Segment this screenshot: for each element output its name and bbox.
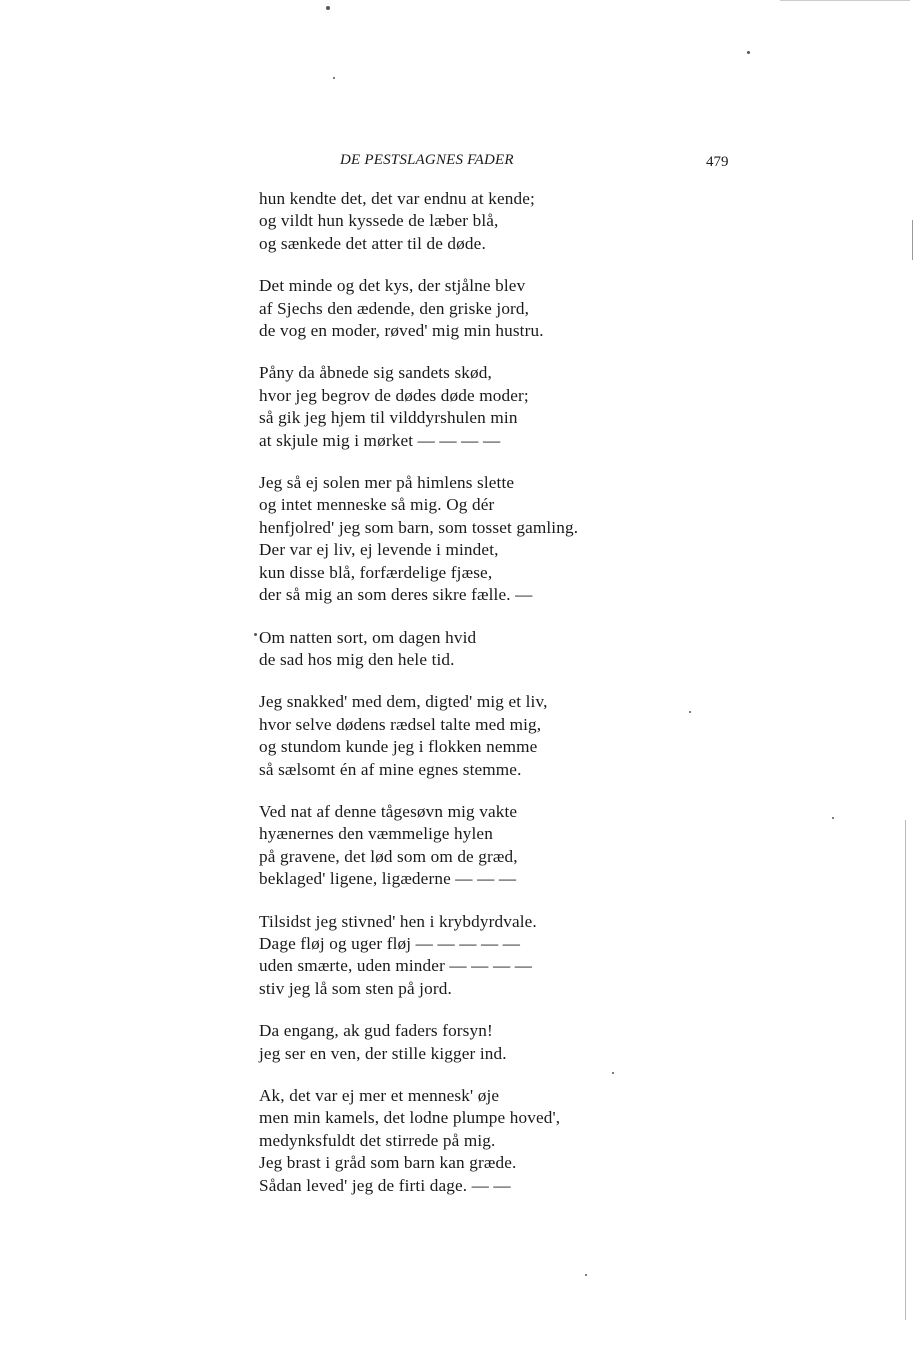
stanza <box>259 275 739 342</box>
poem-line: Jeg brast i gråd som barn kan græde. <box>259 1153 517 1173</box>
poem-line: der så mig an som deres sikre fælle. — <box>259 585 533 605</box>
poem-line: medynksfuldt det stirrede på mig. <box>259 1130 496 1150</box>
poem-line: men min kamels, det lodne plumpe hoved', <box>259 1108 561 1128</box>
poem-line: Der var ej liv, ej levende i mindet, <box>259 540 499 560</box>
poem-line: og vildt hun kyssede de læber blå, <box>259 211 499 231</box>
stanza <box>259 801 739 891</box>
stanza <box>259 691 739 781</box>
poem-line: og stundom kunde jeg i flokken nemme <box>259 737 538 757</box>
poem-line: beklaged' ligene, ligæderne — — — <box>259 869 517 889</box>
poem-line: henfjolred' jeg som barn, som tosset gamling. <box>259 517 579 537</box>
stanza <box>259 472 739 606</box>
poem-line: Ved nat af denne tågesøvn mig vakte <box>259 801 518 821</box>
poem-text <box>259 188 739 1217</box>
poem-line: at skjule mig i mørket — — — — <box>259 430 501 450</box>
poem-line: så sælsomt én af mine egnes stemme. <box>259 759 522 779</box>
poem-line: på gravene, det lød som om de græd, <box>259 846 518 866</box>
scan-speck <box>689 711 691 713</box>
poem-line: jeg ser en ven, der stille kigger ind. <box>259 1043 507 1063</box>
poem-line: de sad hos mig den hele tid. <box>259 649 455 669</box>
running-head: DE PESTSLAGNES FADER <box>340 152 514 168</box>
scan-edge-line <box>780 0 910 1</box>
stanza <box>259 911 739 1001</box>
scan-speck <box>832 817 834 819</box>
poem-line: Jeg snakked' med dem, digted' mig et liv, <box>259 692 548 712</box>
poem-line: så gik jeg hjem til vilddyrshulen min <box>259 408 518 428</box>
poem-line: de vog en moder, røved' mig min hustru. <box>259 321 544 341</box>
poem-line: Sådan leved' jeg de firti dage. — — <box>259 1175 511 1195</box>
stanza <box>259 188 739 255</box>
scan-edge-line <box>912 220 913 260</box>
scan-speck <box>747 51 750 54</box>
poem-line: Dage fløj og uger fløj — — — — — <box>259 933 521 953</box>
scan-speck <box>612 1072 614 1074</box>
poem-line: Da engang, ak gud faders forsyn! <box>259 1021 493 1041</box>
poem-line: Tilsidst jeg stivned' hen i krybdyrdvale. <box>259 911 537 931</box>
scan-edge-line <box>905 820 906 1320</box>
poem-line: kun disse blå, forfærdelige fjæse, <box>259 562 493 582</box>
poem-line: af Sjechs den ædende, den griske jord, <box>259 298 530 318</box>
poem-line: Påny da åbnede sig sandets skød, <box>259 363 492 383</box>
poem-line: og intet menneske så mig. Og dér <box>259 495 495 515</box>
poem-line: hun kendte det, det var endnu at kende; <box>259 189 535 208</box>
scan-speck <box>254 633 257 636</box>
poem-line: hvor jeg begrov de dødes døde moder; <box>259 385 529 405</box>
stanza <box>259 1020 739 1065</box>
poem-line: Det minde og det kys, der stjålne blev <box>259 276 526 296</box>
poem-line: uden smærte, uden minder — — — — <box>259 956 533 976</box>
scan-speck <box>333 77 335 79</box>
poem-line: Jeg så ej solen mer på himlens slette <box>259 473 515 493</box>
stanza <box>259 362 739 452</box>
stanza <box>259 627 739 672</box>
poem-line: hyænernes den væmmelige hylen <box>259 824 493 844</box>
poem-line: hvor selve dødens rædsel talte med mig, <box>259 714 542 734</box>
poem-line: stiv jeg lå som sten på jord. <box>259 978 452 998</box>
scan-speck <box>585 1274 587 1276</box>
poem-line: Om natten sort, om dagen hvid <box>259 627 477 647</box>
poem-line: og sænkede det atter til de døde. <box>259 233 486 253</box>
poem-line: Ak, det var ej mer et mennesk' øje <box>259 1086 500 1105</box>
stanza <box>259 1085 739 1197</box>
page-number: 479 <box>706 154 729 170</box>
scan-speck <box>326 6 330 10</box>
